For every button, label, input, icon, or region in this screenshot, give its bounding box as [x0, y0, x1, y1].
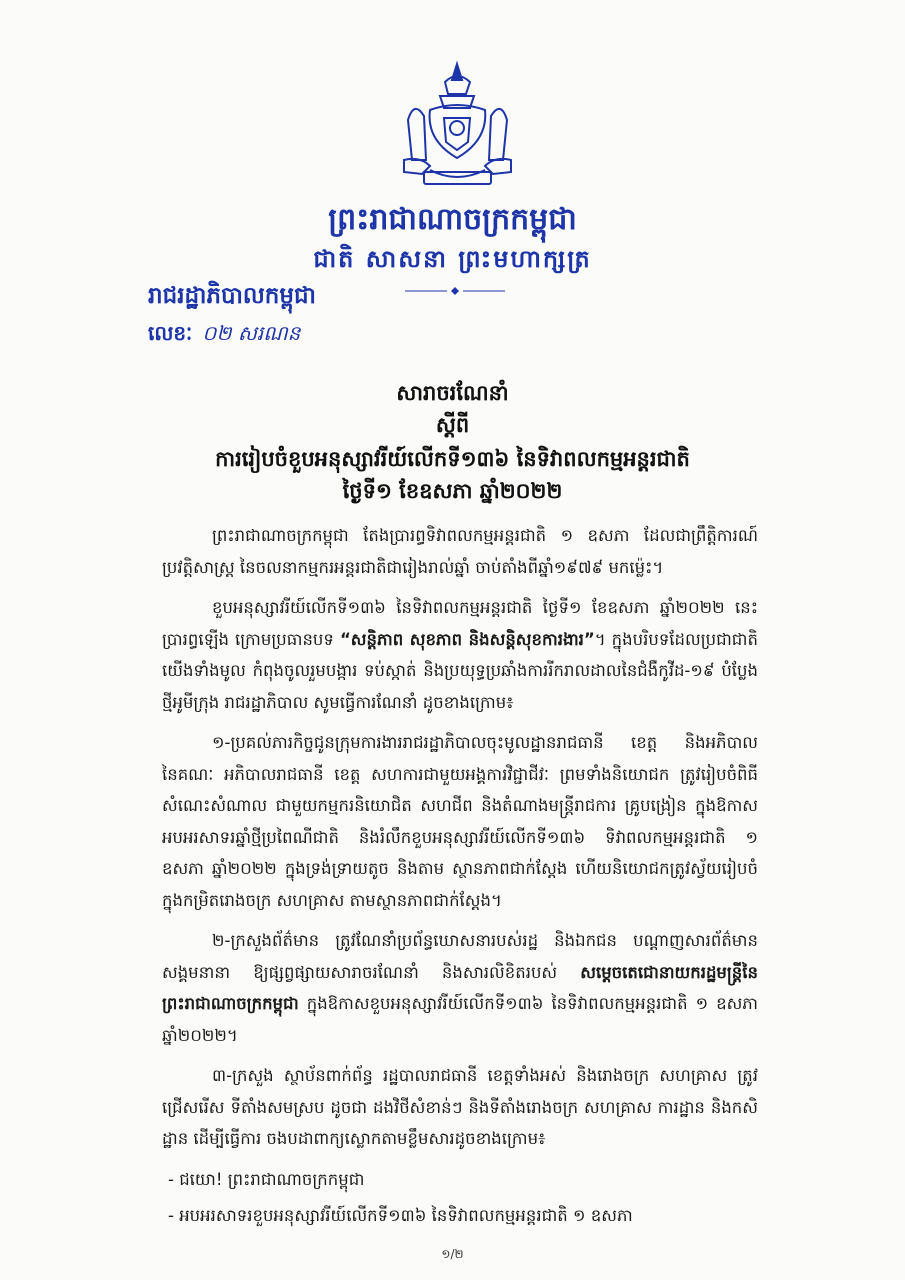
- national-motto: ជាតិ សាសនា ព្រះមហាក្សត្រ: [313, 245, 592, 273]
- theme-text: “សន្តិភាព សុខភាព និងសន្តិសុខការងារ”: [339, 629, 595, 649]
- number-value: ០២ សរណន: [202, 321, 301, 345]
- page-number: ១/២: [441, 1247, 464, 1261]
- slogan-2: - អបអរសាទរខួបអនុស្សាវរីយ៍លើកទី១៣៦ នៃទិវាពលកម្មអន្តរជាតិ ១ ឧសភា: [168, 1206, 633, 1225]
- document-number: [148, 320, 300, 350]
- paragraph-item-3: ៣-ក្រសួង ស្ថាប័នពាក់ព័ន្ធ រដ្ឋបាលរាជធានី ខេត្តទាំងអស់ និងរោងចក្រ សហគ្រាស ត្រូវជ្រើសរើស ទីតាំងសមស្រប ដូចជា ដងវិថីសំខាន់ៗ និងទីតាំងរោងចក្រ សហគ្រាស ការដ្ឋាន និងកសិដ្ឋាន ដើម្បីធ្វើការ ចងបដាពាក្យស្លោកតាមខ្លឹមសារដូចខាងក្រោម៖: [162, 1066, 758, 1148]
- prime-minister-title: សម្តេចតេជោនាយករដ្ឋមន្ត្រីនៃព្រះរាជាណាចក្រកម្ពុជា: [162, 962, 758, 1013]
- royal-coat-of-arms-emblem: [400, 60, 515, 190]
- document-body: [162, 520, 758, 1237]
- doc-subject: ការរៀបចំខួបអនុស្សាវរីយ៍លើកទី១៣៦ នៃទិវាពលកម្មអន្តរជាតិ: [215, 447, 690, 471]
- paragraph-item-1: ១-ប្រគល់ភារកិច្ចជូនក្រុមការងាររាជរដ្ឋាភិបាលចុះមូលដ្ឋានរាជធានី ខេត្ត និងអភិបាលនៃគណៈ អភិបាលរាជធានី ខេត្ត សហការជាមួយអង្គការវិជ្ជាជីវៈ ព្រមទាំងនិយោជក ត្រូវរៀបចំពិធីសំណេះសំណាល ជាមួយកម្មករនិយោជិត សហជីព និងតំណាងមន្ត្រីរាជការ គ្រូបង្រៀន ក្នុងឱកាសអបអរសាទរឆ្នាំថ្មីប្រពៃណីជាតិ និងរំលឹកខួបអនុស្សាវរីយ៍លើកទី១៣៦ ទិវាពលកម្មអន្តរជាតិ ១ ឧសភា ឆ្នាំ២០២២ ក្នុងទ្រង់ទ្រាយតូច និងតាម ស្ថានភាពជាក់ស្តែង ហើយនិយោជកត្រូវស្វ័យរៀបចំក្នុងកម្រិតរោងចក្រ សហគ្រាស តាមស្ថានភាពជាក់ស្តែង។: [162, 733, 758, 910]
- kingdom-name: ព្រះរាជាណាចក្រកម្ពុជា: [328, 202, 577, 237]
- doc-title-about: ស្តីពី: [435, 413, 470, 437]
- paragraph-theme: ខួបអនុស្សាវរីយ៍លើកទី១៣៦ នៃទិវាពលកម្មអន្តរជាតិ ថ្ងៃទី១ ខែឧសភា ឆ្នាំ២០២២ នេះ ប្រារព្ធឡើង ក្រោមប្រធានបទ “សន្តិភាព សុខភាព និងសន្តិសុខការងារ”។ ក្នុងបរិបទដែលប្រជាជាតិយើងទាំងមូល កំពុងចូលរួមបង្ការ ទប់ស្កាត់ និងប្រយុទ្ធប្រឆាំងការរីករាលដាលនៃជំងឺកូវីដ-១៩ បំប្លែងថ្មីអូមីក្រុង រាជរដ្ឋាភិបាល សូមធ្វើការណែនាំ ដូចខាងក្រោម៖: [162, 598, 758, 712]
- number-label: លេខៈ: [148, 321, 193, 345]
- government-name: រាជរដ្ឋាភិបាលកម្ពុជា: [148, 283, 316, 309]
- divider-ornament: [405, 286, 505, 296]
- doc-date: ថ្ងៃទី១ ខែឧសភា ឆ្នាំ២០២២: [342, 479, 563, 503]
- paragraph-intro: ព្រះរាជាណាចក្រកម្ពុជា តែងប្រារព្ធទិវាពលកម្មអន្តរជាតិ ១ ឧសភា ដែលជាព្រឹត្តិការណ៍ប្រវត្តិសាស្ត្រ នៃចលនាកម្មករអន្តរជាតិជារៀងរាល់ឆ្នាំ ចាប់តាំងពីឆ្នាំ១៩៧៩ មកម្ល៉េះ។: [162, 526, 758, 577]
- doc-title: សារាចរណែនាំ: [396, 381, 509, 405]
- paragraph-item-2: ២-ក្រសួងព័ត៌មាន ត្រូវណែនាំប្រព័ន្ធឃោសនារបស់រដ្ឋ និងឯកជន បណ្តាញសារព័ត៌មានសង្គមនានា ឱ្យផ្សព្វផ្សាយសារាចរណែនាំ និងសារលិខិតរបស់ សម្តេចតេជោនាយករដ្ឋមន្ត្រីនៃព្រះរាជាណាចក្រកម្ពុជា ក្នុងឱកាសខួបអនុស្សាវរីយ៍លើកទី១៣៦ នៃទិវាពលកម្មអន្តរជាតិ ១ ឧសភា ឆ្នាំ២០២២។: [162, 931, 758, 1045]
- slogan-1: - ជយោ! ព្រះរាជាណាចក្រកម្ពុជា: [168, 1169, 365, 1189]
